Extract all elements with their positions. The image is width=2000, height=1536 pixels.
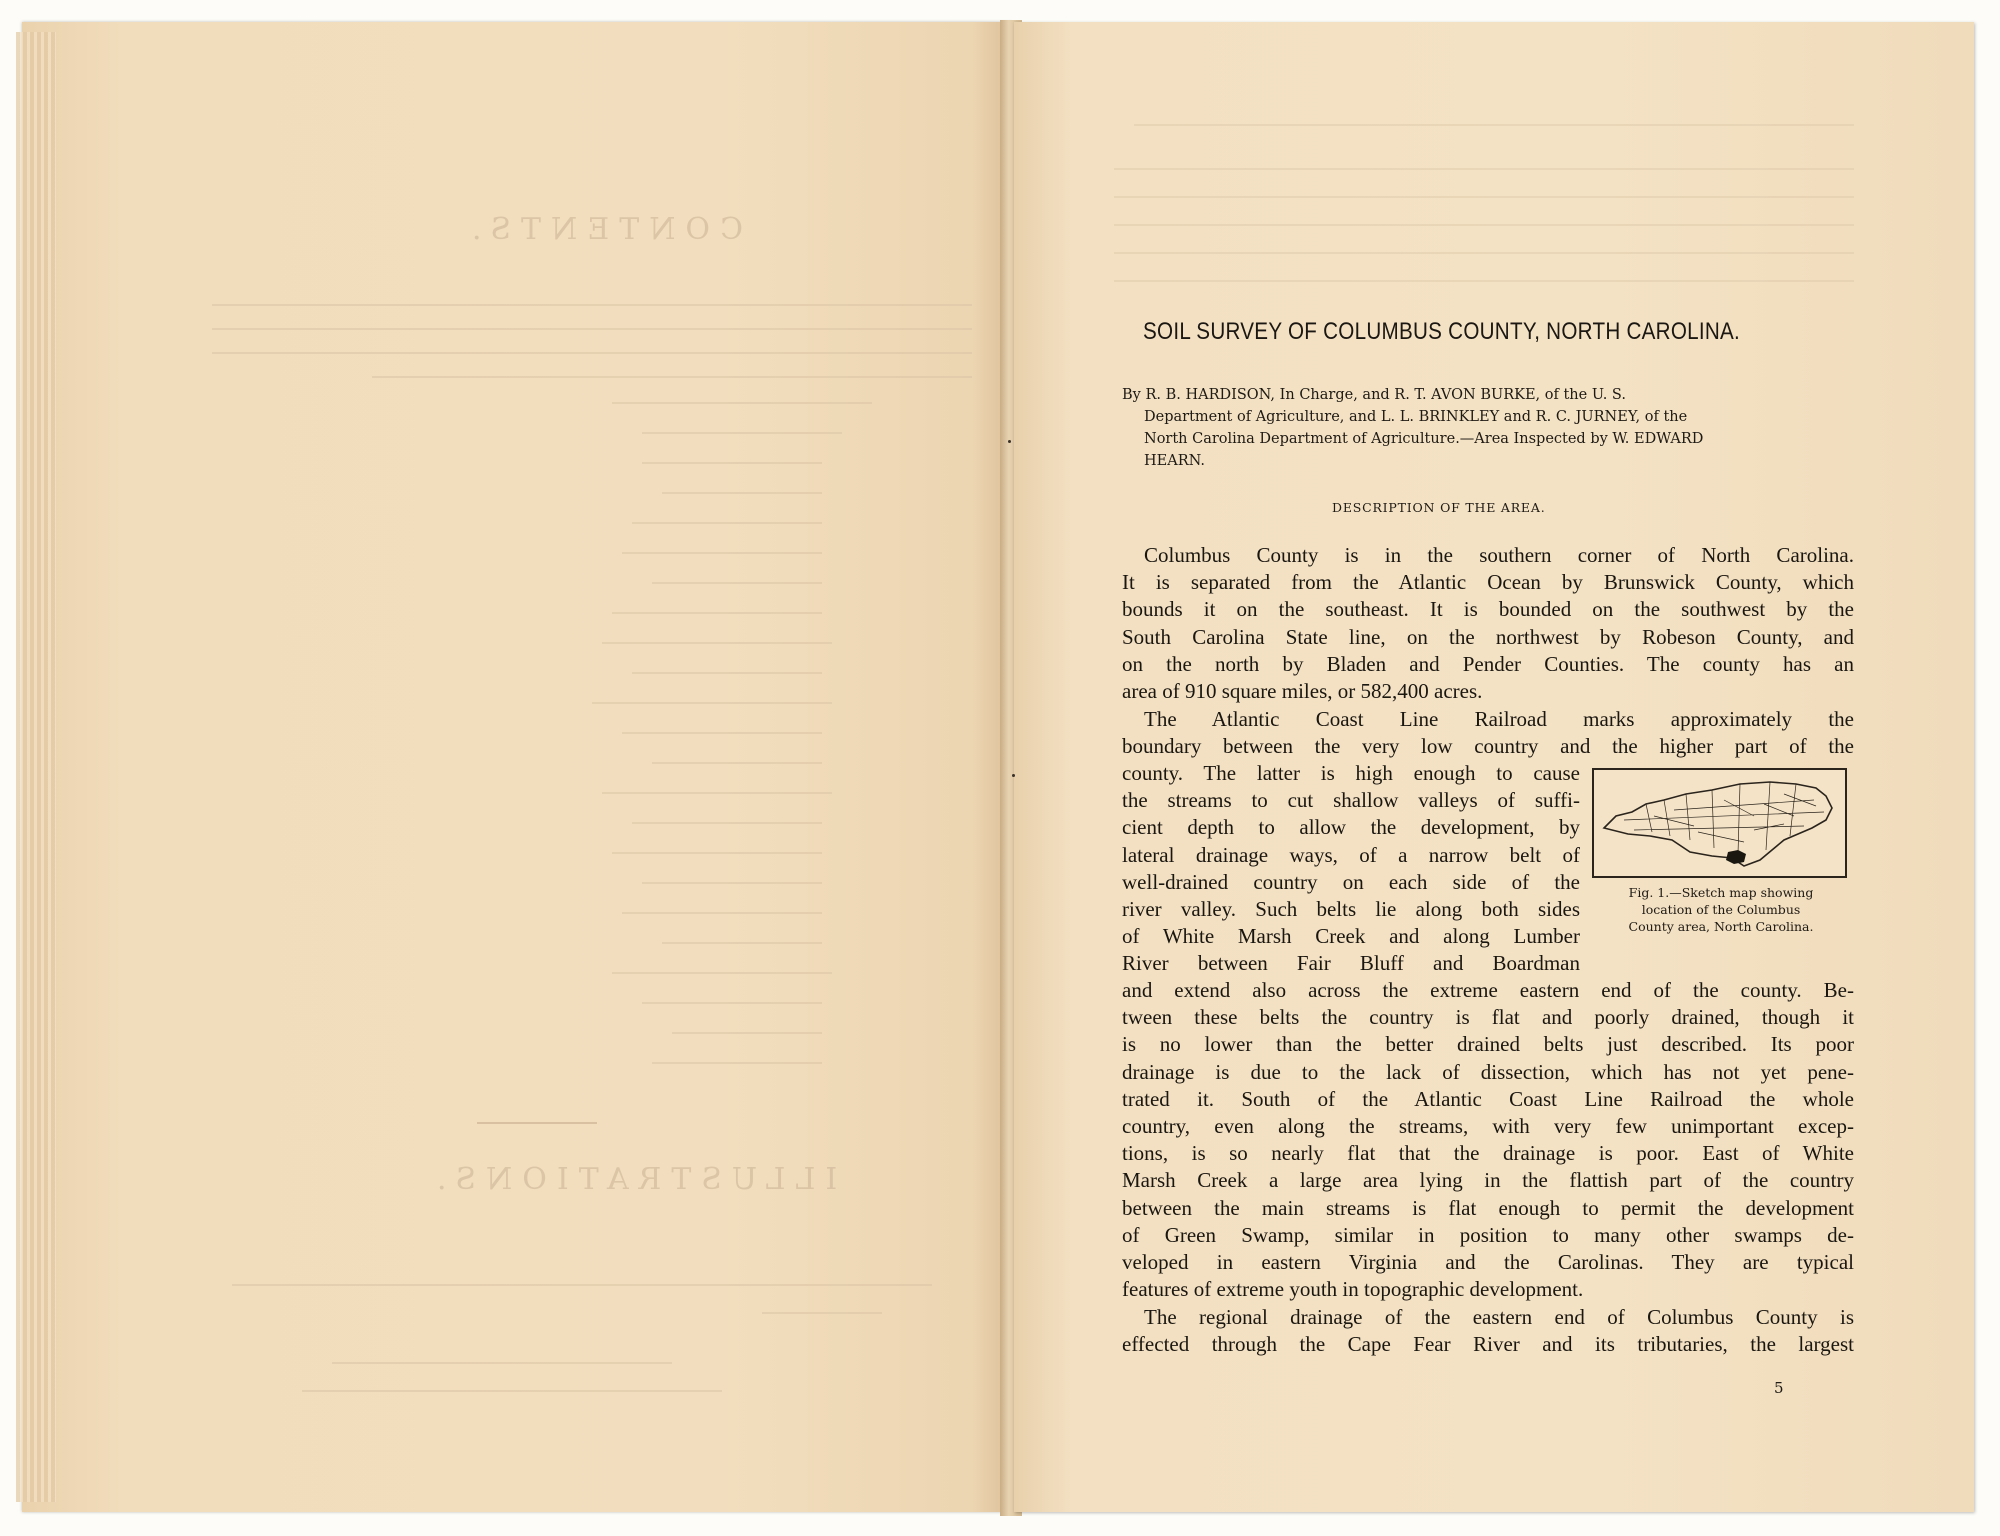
show-through-line (672, 1032, 822, 1034)
show-through-line (1114, 196, 1854, 198)
show-through-line (762, 1312, 882, 1314)
show-through-line (612, 972, 832, 974)
text-line: South Carolina State line, on the northwest by Robeson County, and (1122, 624, 1854, 649)
text-line: veloped in eastern Virginia and the Carolinas. They are typical (1122, 1250, 1854, 1275)
show-through-line (662, 942, 822, 944)
text-line: The regional drainage of the eastern end of Columbus County is (1144, 1305, 1854, 1329)
paragraph-2-bottom (1122, 977, 1854, 1303)
text-line: bounds it on the southeast. It is bounded on the southwest by the (1122, 597, 1854, 622)
text-line: drainage is due to the lack of dissection, which has not yet pene- (1122, 1059, 1854, 1084)
byline-line: By R. B. HARDISON, In Charge, and R. T. AVON BURKE, of the U. S. (1122, 387, 1626, 403)
paragraph-1 (1122, 542, 1854, 705)
paragraph-2-wrap (1122, 760, 1580, 978)
text-line: Columbus County is in the southern corner of North Carolina. (1144, 543, 1854, 567)
page-number: 5 (1774, 1379, 1784, 1397)
text-line: tween these belts the country is flat and poorly drained, though it (1122, 1005, 1854, 1030)
text-line: country, even along the streams, with very few unimportant excep- (1122, 1114, 1854, 1139)
paper-speck (1008, 440, 1011, 443)
show-through-line (632, 822, 822, 824)
text-line: area of 910 square miles, or 582,400 acres. (1122, 679, 1483, 704)
text-line: Marsh Creek a large area lying in the flattish part of the country (1122, 1168, 1854, 1193)
show-through-line (332, 1362, 672, 1364)
show-through-line (642, 462, 822, 464)
sketch-map-figure (1592, 768, 1847, 878)
show-through-line (1114, 168, 1854, 170)
show-through-line (212, 352, 972, 354)
document-title: SOIL SURVEY OF COLUMBUS COUNTY, NORTH CAROLINA. (1143, 318, 1741, 345)
text-line: features of extreme youth in topographic development. (1122, 1277, 1584, 1302)
show-through-line (622, 912, 822, 914)
show-through-line (1114, 224, 1854, 226)
text-line: of White Marsh Creek and along Lumber (1122, 924, 1580, 949)
show-through-line (602, 792, 832, 794)
paragraph-2-top (1122, 706, 1854, 760)
show-through-line (212, 304, 972, 306)
paragraph-3 (1122, 1304, 1854, 1358)
show-through-line (212, 328, 972, 330)
text-line: and extend also across the extreme eastern end of the county. Be- (1122, 978, 1854, 1002)
section-heading: DESCRIPTION OF THE AREA. (1332, 500, 1546, 515)
show-through-line (622, 732, 822, 734)
left-page (22, 22, 1012, 1512)
show-through-line (372, 376, 972, 378)
show-through-line (302, 1390, 722, 1392)
paper-speck (1012, 774, 1015, 777)
text-line: county. The latter is high enough to cause (1122, 761, 1580, 785)
text-line: between the main streams is flat enough to permit the development (1122, 1195, 1854, 1220)
show-through-line (622, 552, 822, 554)
text-line: of Green Swamp, similar in position to many other swamps de- (1122, 1222, 1854, 1247)
text-line: tions, is so nearly flat that the drainage is poor. East of White (1122, 1141, 1854, 1166)
show-through-line (1114, 252, 1854, 254)
show-through-line (602, 642, 832, 644)
text-line: cient depth to allow the development, by (1122, 815, 1580, 840)
show-through-line (612, 402, 872, 404)
show-through-line (652, 582, 822, 584)
caption-line: location of the Columbus (1641, 902, 1801, 917)
caption-line: County area, North Carolina. (1628, 919, 1814, 934)
text-line: the streams to cut shallow valleys of suffi- (1122, 788, 1580, 813)
show-through-line (652, 1062, 822, 1064)
text-line: river valley. Such belts lie along both sides (1122, 897, 1580, 922)
show-through-line (642, 432, 842, 434)
byline-line: North Carolina Department of Agriculture.—Area Inspected by W. EDWARD (1144, 431, 1704, 447)
show-through-line (612, 612, 822, 614)
show-through-line (1134, 124, 1854, 126)
text-line: well-drained country on each side of the (1122, 869, 1580, 894)
show-through-line (1114, 280, 1854, 282)
show-through-subheading: ILLUSTRATIONS. (427, 1162, 838, 1197)
text-line: River between Fair Bluff and Boardman (1122, 951, 1580, 976)
show-through-line (632, 522, 822, 524)
show-through-line (642, 1002, 822, 1004)
show-through-line (592, 702, 832, 704)
show-through-rule (477, 1122, 597, 1124)
text-line: trated it. South of the Atlantic Coast Line Railroad the whole (1122, 1086, 1854, 1111)
show-through-line (632, 672, 822, 674)
text-line: lateral drainage ways, of a narrow belt of (1122, 842, 1580, 867)
text-line: effected through the Cape Fear River and its tributaries, the largest (1122, 1332, 1854, 1357)
show-through-line (642, 882, 822, 884)
caption-line: Fig. 1.—Sketch map showing (1628, 885, 1814, 900)
show-through-line (652, 762, 822, 764)
byline-line: Department of Agriculture, and L. L. BRINKLEY and R. C. JURNEY, of the (1144, 409, 1688, 425)
text-line: boundary between the very low country and the higher part of the (1122, 734, 1854, 759)
byline-line: HEARN. (1144, 453, 1205, 469)
show-through-line (232, 1284, 932, 1286)
text-line: It is separated from the Atlantic Ocean by Brunswick County, which (1122, 570, 1854, 595)
show-through-heading: CONTENTS. (462, 212, 743, 247)
right-page (1014, 22, 1974, 1512)
figure-caption (1592, 884, 1850, 935)
north-carolina-map-icon (1594, 770, 1845, 876)
page-edge-stack (16, 32, 56, 1502)
text-line: on the north by Bladen and Pender Counties. The county has an (1122, 651, 1854, 676)
author-byline (1122, 384, 1857, 472)
text-line: is no lower than the better drained belts just described. Its poor (1122, 1032, 1854, 1057)
text-line: The Atlantic Coast Line Railroad marks approximately the (1144, 707, 1854, 731)
show-through-line (662, 492, 822, 494)
show-through-line (612, 852, 822, 854)
